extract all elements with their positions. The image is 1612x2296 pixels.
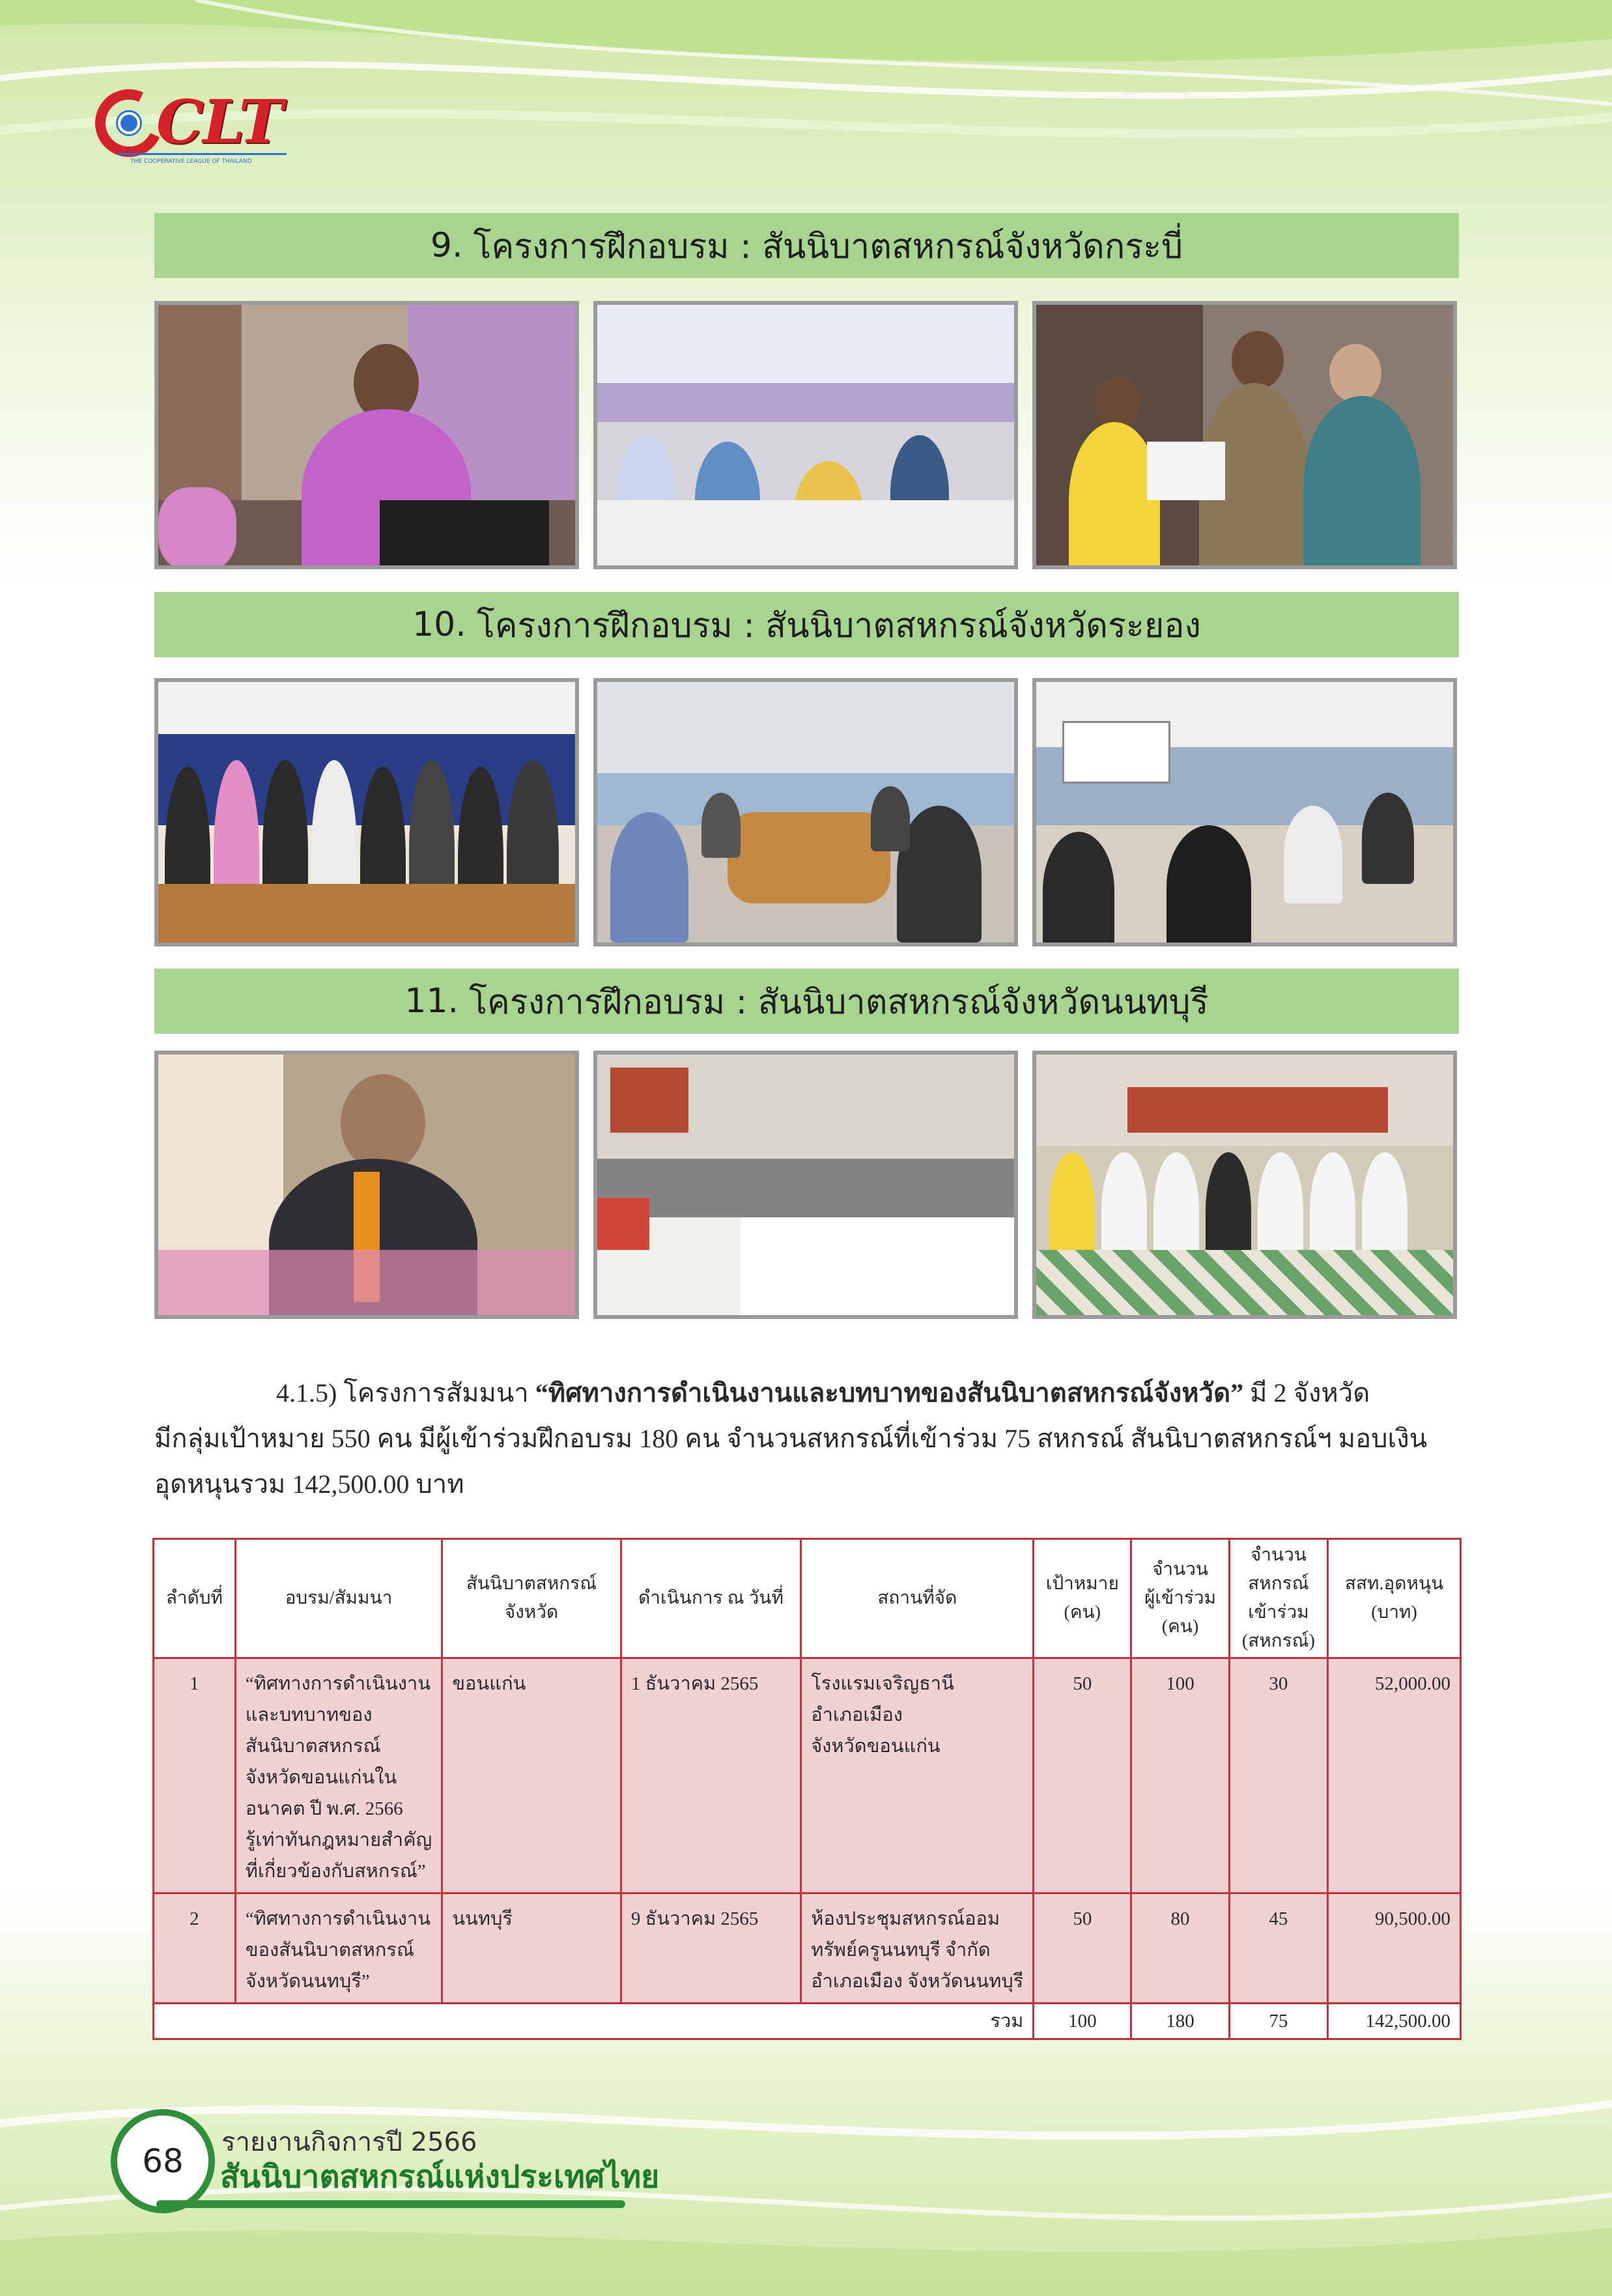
- table-header-cell: [801, 1539, 1034, 1658]
- table-cell: 9 ธันวาคม 2565: [621, 1893, 800, 2004]
- total-label: รวม: [154, 2004, 1034, 2039]
- table-cell: นนทบุรี: [442, 1893, 621, 2004]
- page-number: 68: [142, 2142, 184, 2180]
- section-title: โครงการฝึกอบรม : สันนิบาตสหกรณ์จังหวัดนนทบุรี: [469, 982, 1209, 1022]
- clt-logo: [91, 81, 293, 166]
- header-text: (สหกรณ์): [1241, 1631, 1315, 1651]
- header-text: เข้าร่วม: [1248, 1602, 1309, 1623]
- photo-rayong-group: [154, 678, 579, 946]
- table-cell: 90,500.00: [1328, 1893, 1461, 2004]
- table-cell: 30: [1229, 1658, 1327, 1893]
- section-header-11: [154, 969, 1459, 1034]
- paragraph-text: มี 2 จังหวัด: [1243, 1378, 1370, 1408]
- cell-text-line: ห้องประชุมสหกรณ์ออม: [811, 1908, 1000, 1929]
- table-cell: 45: [1229, 1893, 1327, 2004]
- photo-nonthaburi-group: [1032, 1051, 1457, 1319]
- cell-text-line: ของสันนิบาตสหกรณ์: [245, 1940, 414, 1961]
- cell-text-line: ที่เกี่ยวข้องกับสหกรณ์”: [245, 1861, 426, 1882]
- table-cell: ขอนแก่น: [442, 1658, 621, 1893]
- cell-text-line: ทรัพย์ครูนนทบุรี จำกัด: [811, 1940, 991, 1961]
- table-cell: [801, 1658, 1034, 1893]
- table-header-cell: [1229, 1539, 1327, 1658]
- cell-text-line: จังหวัดนนทบุรี”: [245, 1971, 370, 1992]
- header-text: (คน): [1161, 1617, 1199, 1637]
- header-text: (บาท): [1371, 1602, 1417, 1623]
- photo-krabi-certificate: [1032, 301, 1457, 569]
- table-body: [154, 1658, 1461, 2039]
- section-number: 9.: [430, 226, 463, 265]
- cell-text-line: “ทิศทางการดำเนินงาน: [245, 1908, 431, 1929]
- table-cell: 75: [1229, 2004, 1327, 2039]
- table-cell: 180: [1131, 2004, 1229, 2039]
- cell-text-line: อำเภอเมือง จังหวัดนนทบุรี: [811, 1971, 1024, 1992]
- header-text: อบรม/สัมมนา: [285, 1588, 393, 1608]
- table-cell: 50: [1034, 1658, 1131, 1893]
- header-text: สหกรณ์: [1248, 1574, 1309, 1594]
- cell-text-line: อำเภอเมือง: [811, 1705, 903, 1725]
- table-row: [154, 1658, 1461, 1893]
- table-cell: 100: [1131, 1658, 1229, 1893]
- header-text: (คน): [1064, 1602, 1101, 1623]
- table-header-cell: [235, 1539, 442, 1658]
- section-header-9: [154, 213, 1459, 278]
- table-header-cell: [154, 1539, 236, 1658]
- table-cell: 142,500.00: [1328, 2004, 1461, 2039]
- cell-text-line: โรงแรมเจริญธานี: [811, 1673, 954, 1694]
- header-text: จังหวัด: [504, 1602, 559, 1623]
- photo-rayong-meeting-room: [593, 678, 1018, 946]
- header-text: ผู้เข้าร่วม: [1144, 1588, 1217, 1608]
- cell-text-line: “ทิศทางการดำเนินงาน: [245, 1673, 431, 1694]
- paragraph-line-1: [276, 1370, 1370, 1416]
- logo-subtitle: THE COOPERATIVE LEAGUE OF THAILAND: [130, 158, 252, 165]
- paragraph-text: 4.1.5) โครงการสัมมนา: [276, 1378, 535, 1408]
- seminar-table: [152, 1538, 1462, 2040]
- table-header-cell: [1328, 1539, 1461, 1658]
- paragraph-line-2: มีกลุ่มเป้าหมาย 550 คน มีผู้เข้าร่วมฝึกอบรม 180 คน จำนวนสหกรณ์ที่เข้าร่วม 75 สหกรณ์ สันนิบาตสหกรณ์ฯ มอบเงิน: [154, 1424, 1428, 1453]
- header-text: สถานที่จัด: [877, 1588, 957, 1608]
- section-title: โครงการฝึกอบรม : สันนิบาตสหกรณ์จังหวัดกระบี่: [473, 227, 1183, 266]
- table-cell: 1 ธันวาคม 2565: [621, 1658, 800, 1893]
- table-cell: 1: [154, 1658, 236, 1893]
- table-cell: 50: [1034, 1893, 1131, 2004]
- photo-nonthaburi-audience: [593, 1051, 1018, 1319]
- table-total-row: [154, 2004, 1461, 2039]
- cell-text-line: สันนิบาตสหกรณ์: [245, 1736, 381, 1757]
- photo-nonthaburi-speaker: [154, 1051, 579, 1319]
- cell-text-line: และบทบาทของ: [245, 1705, 373, 1725]
- header-text: จำนวน: [1250, 1545, 1307, 1565]
- header-text: เป้าหมาย: [1045, 1574, 1119, 1594]
- table-cell: 80: [1131, 1893, 1229, 2004]
- footer-organization-name: สันนิบาตสหกรณ์แห่งประเทศไทย: [220, 2159, 660, 2195]
- cell-text-line: จังหวัดขอนแก่น: [811, 1736, 940, 1757]
- photo-krabi-audience: [593, 301, 1018, 569]
- cell-text-line: รู้เท่าทันกฎหมายสำคัญ: [245, 1830, 432, 1850]
- table-cell: [801, 1893, 1034, 2004]
- header-text: สันนิบาตสหกรณ์: [466, 1574, 597, 1594]
- header-text: ดำเนินการ ณ วันที่: [638, 1588, 784, 1608]
- header-text: สสท.อุดหนุน: [1344, 1574, 1444, 1594]
- page-number-badge: [111, 2109, 215, 2213]
- seminar-paragraph: [154, 1370, 1459, 1514]
- paragraph-line-3: อุดหนุนรวม 142,500.00 บาท: [154, 1469, 464, 1499]
- section-header-10: [154, 592, 1459, 657]
- logo-text: CLT: [156, 87, 282, 157]
- photo-rayong-participants: [1032, 678, 1457, 946]
- table-row: [154, 1893, 1461, 2004]
- table-cell: 2: [154, 1893, 236, 2004]
- table-cell: [235, 1658, 442, 1893]
- table-header-cell: [442, 1539, 621, 1658]
- table-cell: 100: [1034, 2004, 1131, 2039]
- table-header-cell: [1034, 1539, 1131, 1658]
- table-header-row: [154, 1539, 1461, 1658]
- table-header-cell: [1131, 1539, 1229, 1658]
- header-text: ลำดับที่: [165, 1588, 223, 1608]
- section-number: 11.: [404, 982, 459, 1021]
- cell-text-line: อนาคต ปี พ.ศ. 2566: [245, 1798, 403, 1819]
- footer-report-title: รายงานกิจการปี 2566: [221, 2127, 477, 2157]
- logo-globe-icon: [116, 110, 142, 136]
- section-title: โครงการฝึกอบรม : สันนิบาตสหกรณ์จังหวัดระยอง: [476, 606, 1201, 645]
- table-cell: [235, 1893, 442, 2004]
- section-number: 10.: [412, 605, 466, 644]
- seminar-title-bold: “ทิศทางการดำเนินงานและบทบาทของสันนิบาตสหกรณ์จังหวัด”: [535, 1378, 1244, 1408]
- cell-text-line: จังหวัดขอนแก่นใน: [245, 1767, 397, 1788]
- table-cell: 52,000.00: [1328, 1658, 1461, 1893]
- table-header-cell: [621, 1539, 800, 1658]
- header-text: จำนวน: [1152, 1559, 1209, 1580]
- photo-krabi-speaker: [154, 301, 579, 569]
